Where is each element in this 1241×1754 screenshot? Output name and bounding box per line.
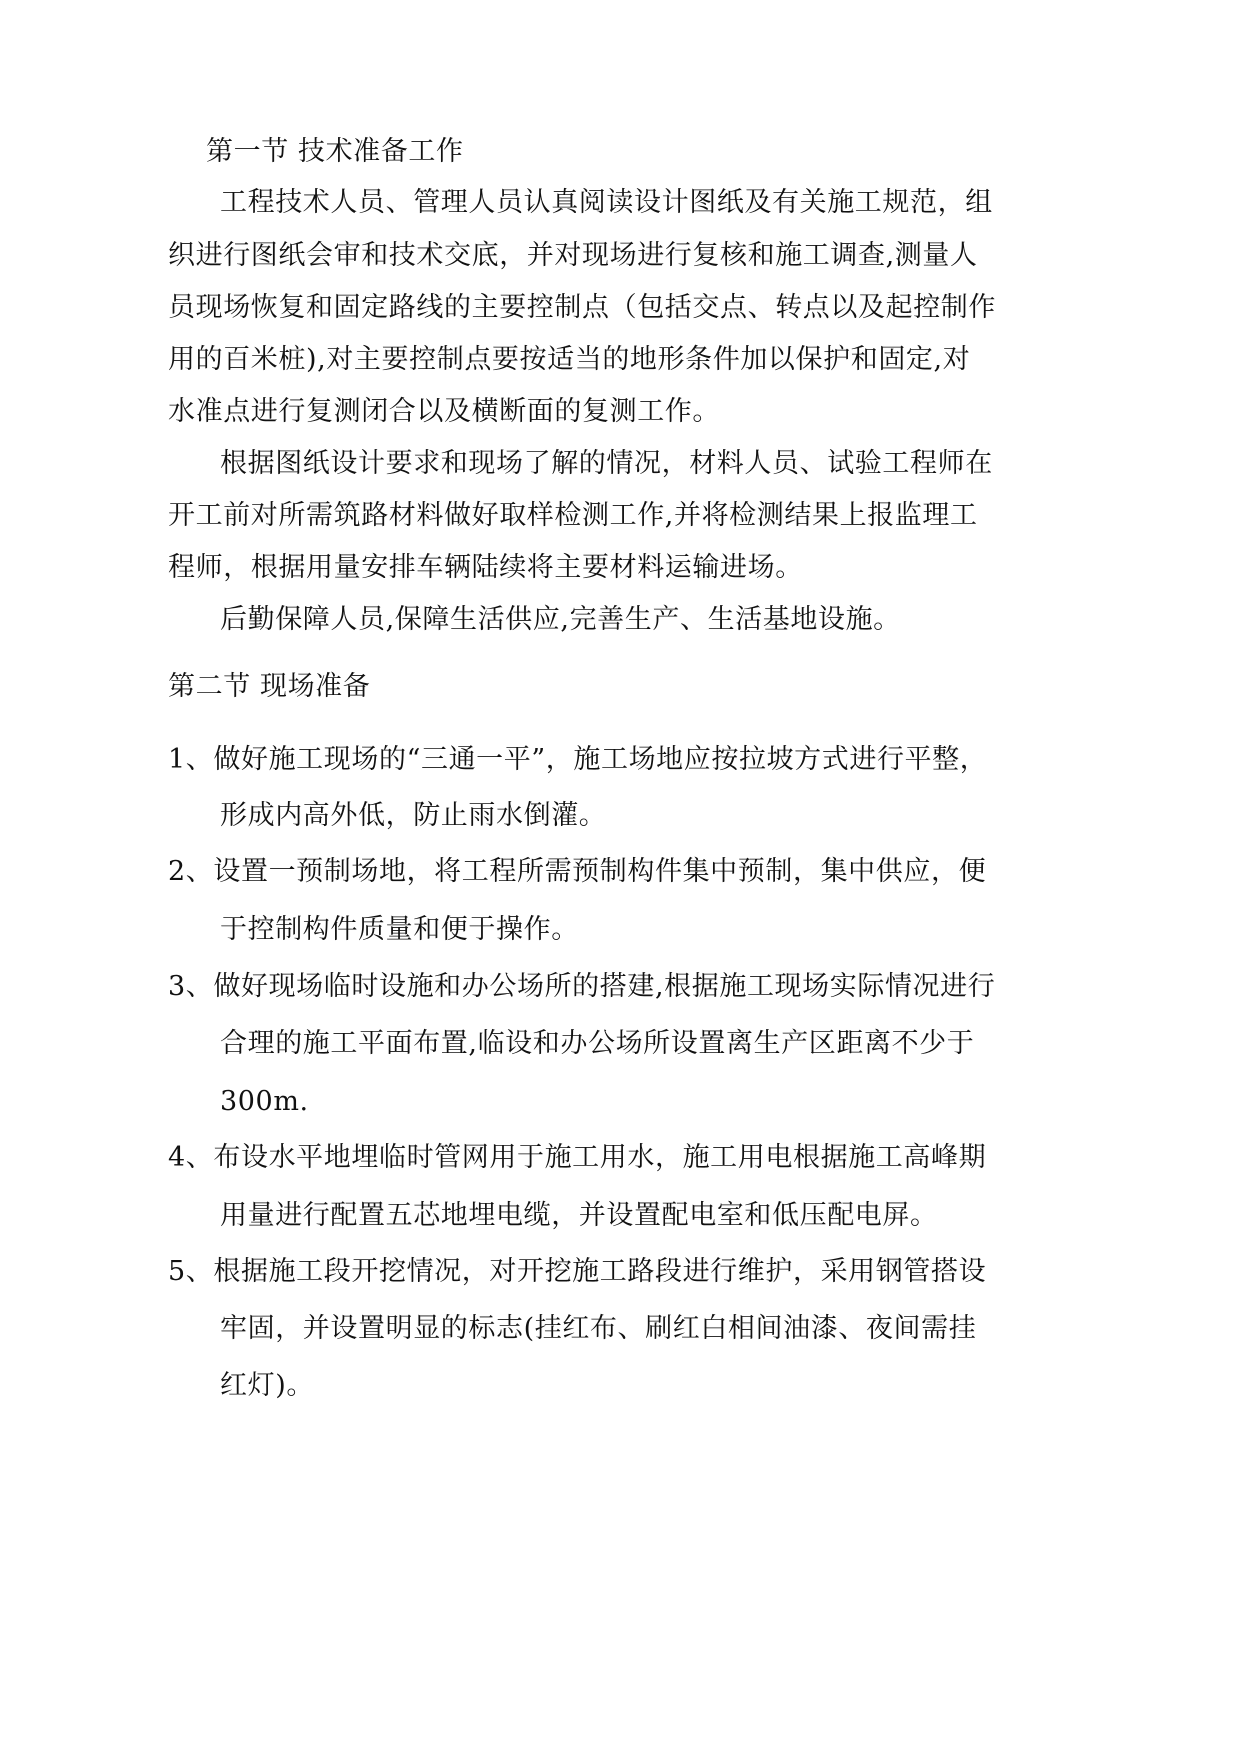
paragraph-line: 根据图纸设计要求和现场了解的情况，材料人员、试验工程师在 (220, 448, 993, 479)
paragraph-line: 程师，根据用量安排车辆陆续将主要材料运输进场。 (168, 552, 803, 583)
list-item-first-line: 3、做好现场临时设施和办公场所的搭建,根据施工现场实际情况进行 (168, 971, 996, 1002)
paragraph-line: 后勤保障人员,保障生活供应,完善生产、生活基地设施。 (220, 604, 901, 635)
paragraph-line: 水准点进行复测闭合以及横断面的复测工作。 (168, 396, 720, 427)
list-item-continuation: 合理的施工平面布置,临设和办公场所设置离生产区距离不少于 (220, 1028, 975, 1059)
list-item-continuation: 红灯)。 (220, 1370, 314, 1401)
paragraph-line: 开工前对所需筑路材料做好取样检测工作,并将检测结果上报监理工 (168, 500, 978, 531)
list-item-first-line: 2、设置一预制场地，将工程所需预制构件集中预制，集中供应，便 (168, 856, 987, 887)
list-item-continuation: 于控制构件质量和便于操作。 (220, 914, 579, 945)
paragraph-line: 用的百米桩),对主要控制点要按适当的地形条件加以保护和固定,对 (168, 344, 971, 375)
section1-heading: 第一节 技术准备工作 (206, 136, 464, 167)
list-item-continuation: 300m. (220, 1086, 309, 1117)
list-item-first-line: 5、根据施工段开挖情况，对开挖施工路段进行维护，采用钢管搭设 (168, 1256, 987, 1287)
list-item-continuation: 用量进行配置五芯地埋电缆，并设置配电室和低压配电屏。 (220, 1200, 938, 1231)
list-item-first-line: 1、做好施工现场的“三通一平”，施工场地应按拉坡方式进行平整， (168, 744, 988, 775)
paragraph-line: 织进行图纸会审和技术交底，并对现场进行复核和施工调查,测量人 (168, 240, 978, 271)
list-item-continuation: 形成内高外低，防止雨水倒灌。 (220, 800, 607, 831)
paragraph-line: 员现场恢复和固定路线的主要控制点（包括交点、转点以及起控制作 (168, 292, 996, 323)
paragraph-line: 工程技术人员、管理人员认真阅读设计图纸及有关施工规范，组 (220, 187, 993, 218)
list-item-first-line: 4、布设水平地埋临时管网用于施工用水，施工用电根据施工高峰期 (168, 1142, 987, 1173)
list-item-continuation: 牢固，并设置明显的标志(挂红布、刷红白相间油漆、夜间需挂 (220, 1313, 977, 1344)
section2-heading: 第二节 现场准备 (168, 671, 371, 702)
